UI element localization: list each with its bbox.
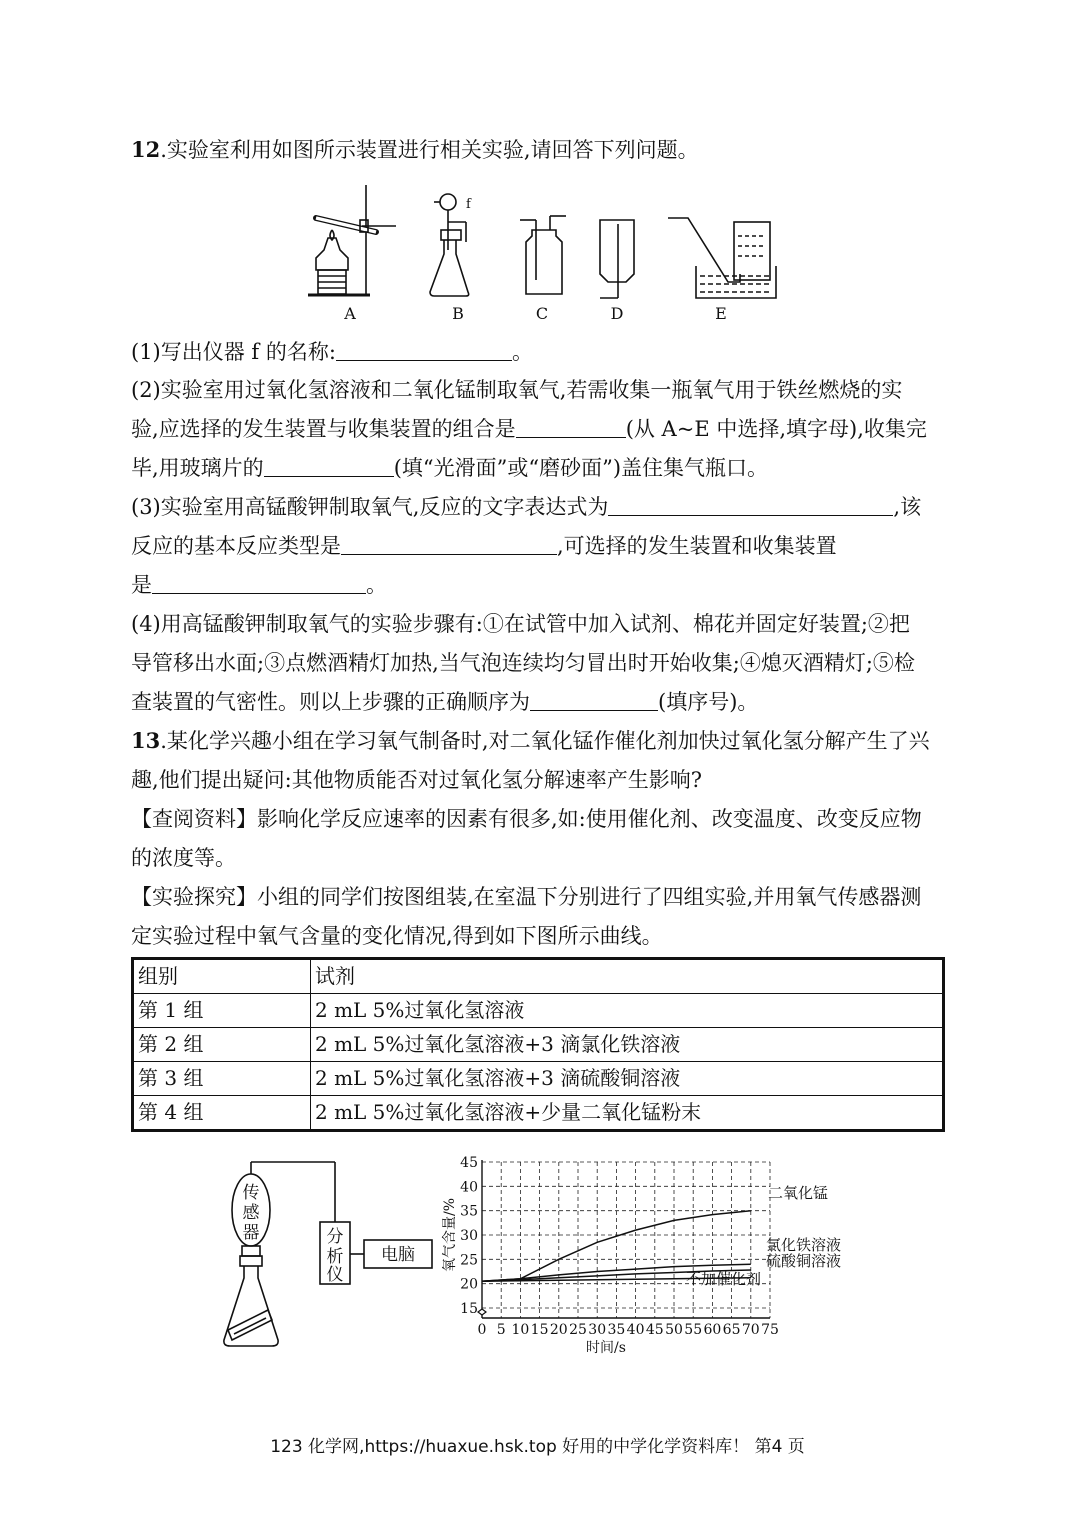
x-tick-label: 65 xyxy=(722,1322,741,1338)
y-axis-label: 氧气含量/% xyxy=(442,1197,458,1273)
sensor-char-2: 感 xyxy=(242,1203,260,1223)
x-tick-label: 60 xyxy=(703,1322,722,1338)
q13-line6: 定实验过程中氧气含量的变化情况,得到如下图所示曲线。 xyxy=(131,924,663,948)
apparatus-a xyxy=(308,185,396,295)
q12-part3-line1: (3)实验室用高锰酸钾制取氧气,反应的文字表达式为 ,该 xyxy=(131,495,922,519)
x-tick-label: 15 xyxy=(530,1322,549,1338)
x-tick-label: 0 xyxy=(477,1322,487,1338)
x-tick-label: 40 xyxy=(626,1322,645,1338)
q13-line1: 13.某化学兴趣小组在学习氧气制备时,对二氧化锰作催化剂加快过氧化氢分解产生了兴 xyxy=(131,728,930,753)
table-row: 第 1 组 2 mL 5%过氧化氢溶液 xyxy=(133,994,944,1028)
y-tick-label: 40 xyxy=(460,1179,478,1196)
label-e: E xyxy=(715,304,727,323)
q12-part4-line1: (4)用高锰酸钾制取氧气的实验步骤有:①在试管中加入试剂、棉花并固定好装置;②把 xyxy=(131,612,910,636)
table-header-reagent: 试剂 xyxy=(311,959,944,994)
q13-line5: 【实验探究】小组的同学们按图组装,在室温下分别进行了四组实验,并用氧气传感器测 xyxy=(131,885,922,909)
y-tick-label: 15 xyxy=(460,1301,478,1317)
series-label-2: 硫酸铜溶液 xyxy=(766,1252,842,1270)
label-f: f xyxy=(466,197,471,212)
apparatus-d xyxy=(600,220,634,298)
computer-label: 电脑 xyxy=(381,1245,415,1265)
x-tick-label: 45 xyxy=(645,1322,664,1338)
analyzer-char-2: 析 xyxy=(326,1247,344,1267)
y-tick-label: 35 xyxy=(460,1203,478,1220)
table-header-row xyxy=(133,959,944,994)
q12-stem: 12.实验室利用如图所示装置进行相关实验,请回答下列问题。 xyxy=(131,137,699,162)
x-tick-label: 20 xyxy=(549,1322,568,1338)
x-tick-label: 10 xyxy=(511,1322,530,1338)
sensor-char-1: 传 xyxy=(242,1183,260,1203)
label-a: A xyxy=(344,304,356,323)
y-tick-label: 25 xyxy=(460,1252,478,1269)
table-header-group: 组别 xyxy=(133,959,311,994)
page-footer: 123 化学网,https://huaxue.hsk.top 好用的中学化学资料库！ 第4 页 xyxy=(270,1437,805,1457)
q12-part2-line3: 毕,用玻璃片的 (填“光滑面”或“磨砂面”)盖住集气瓶口。 xyxy=(131,456,769,480)
q12-part2-line1: (2)实验室用过氧化氢溶液和二氧化锰制取氧气,若需收集一瓶氧气用于铁丝燃烧的实 xyxy=(131,378,903,402)
oxygen-chart xyxy=(440,1150,870,1360)
x-tick-label: 55 xyxy=(684,1322,703,1338)
setup-diagram xyxy=(218,1160,438,1360)
x-tick-label: 50 xyxy=(665,1322,683,1338)
table-row: 第 3 组 2 mL 5%过氧化氢溶液+3 滴硫酸铜溶液 xyxy=(133,1062,944,1096)
apparatus-b xyxy=(430,194,472,296)
apparatus-figure xyxy=(300,180,790,325)
q12-part4-line2: 导管移出水面;③点燃酒精灯加热,当气泡连续均匀冒出时开始收集;④熄灭酒精灯;⑤检 xyxy=(131,651,915,675)
apparatus-e xyxy=(668,218,776,298)
x-tick-label: 30 xyxy=(588,1322,607,1338)
q12-part4-line3: 查装置的气密性。则以上步骤的正确顺序为 (填序号)。 xyxy=(131,690,759,714)
y-axis-break xyxy=(478,1309,486,1315)
x-tick-label: 5 xyxy=(496,1322,506,1338)
analyzer-char-3: 仪 xyxy=(326,1265,344,1285)
series-label-3: 不加催化剂 xyxy=(686,1270,762,1288)
series-label-0: 二氧化锰 xyxy=(768,1184,829,1202)
x-tick-label: 25 xyxy=(569,1322,587,1338)
y-tick-label: 20 xyxy=(460,1276,478,1293)
table-row: 第 4 组 2 mL 5%过氧化氢溶液+少量二氧化锰粉末 xyxy=(133,1096,944,1131)
q13-line2: 趣,他们提出疑问:其他物质能否对过氧化氢分解速率产生影响? xyxy=(131,768,703,792)
label-d: D xyxy=(610,304,624,323)
q12-part3-line3: 是 。 xyxy=(131,573,387,597)
x-tick-label: 75 xyxy=(761,1322,779,1338)
label-b: B xyxy=(452,304,464,323)
x-axis-label: 时间/s xyxy=(586,1340,626,1356)
q12-part3-line2: 反应的基本反应类型是 ,可选择的发生装置和收集装置 xyxy=(131,534,837,558)
apparatus-c xyxy=(520,216,566,294)
x-tick-label: 35 xyxy=(607,1322,626,1338)
q13-line4: 的浓度等。 xyxy=(131,846,236,870)
q13-line3: 【查阅资料】影响化学反应速率的因素有很多,如:使用催化剂、改变温度、改变反应物 xyxy=(131,807,922,831)
table-row: 第 2 组 2 mL 5%过氧化氢溶液+3 滴氯化铁溶液 xyxy=(133,1028,944,1062)
label-c: C xyxy=(535,304,549,323)
sensor-char-3: 器 xyxy=(242,1223,260,1243)
analyzer-char-1: 分 xyxy=(326,1227,344,1247)
q12-part2-line2: 验,应选择的发生装置与收集装置的组合是 (从 A~E 中选择,填字母),收集完 xyxy=(131,417,927,441)
experiment-table xyxy=(131,957,945,1132)
x-tick-label: 70 xyxy=(741,1322,760,1338)
y-tick-label: 45 xyxy=(460,1155,478,1171)
series-label-1: 氯化铁溶液 xyxy=(766,1236,842,1254)
q12-part1: (1)写出仪器 f 的名称: 。 xyxy=(131,340,533,364)
y-tick-label: 30 xyxy=(460,1228,478,1244)
